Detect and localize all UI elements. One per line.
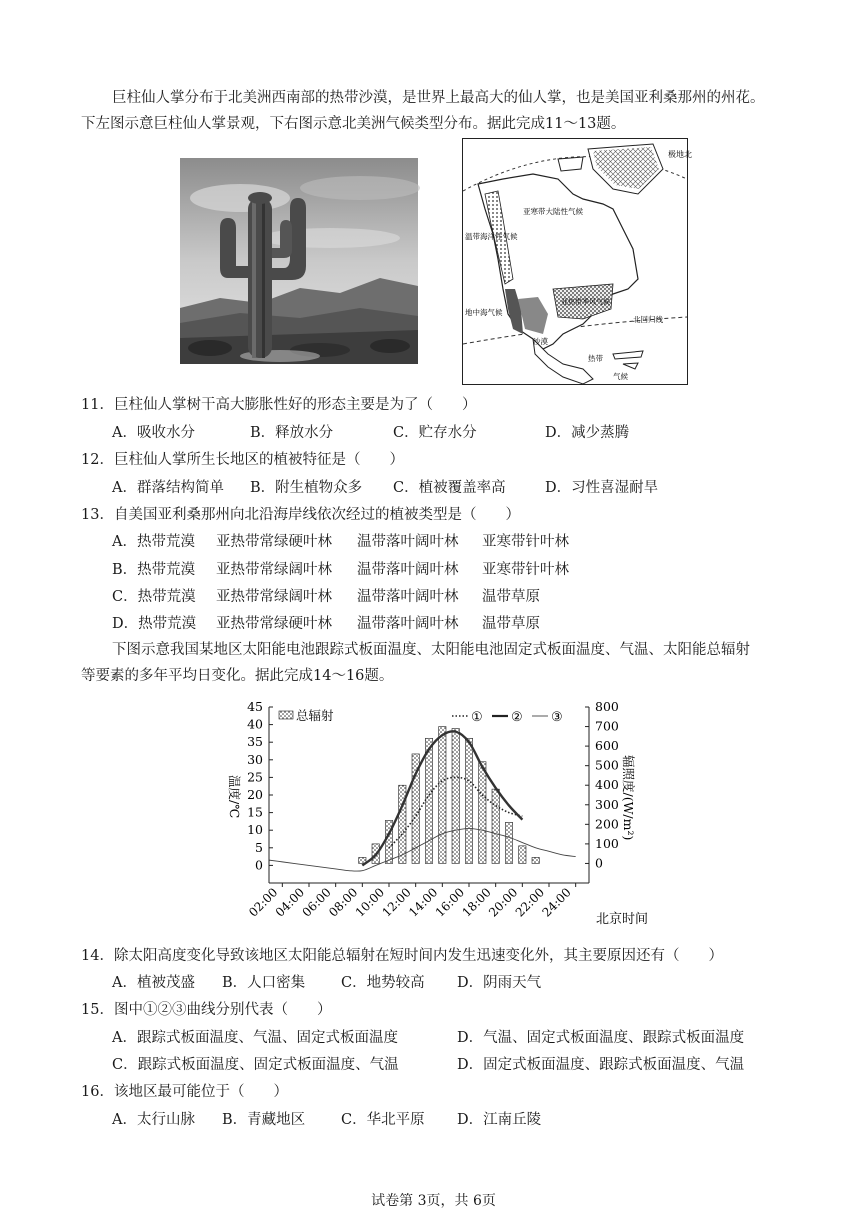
q13-option-d-3: 温带落叶阔叶林 xyxy=(357,616,459,632)
map-label-humid-subtropical: 亚热带季风气候 xyxy=(561,298,610,306)
legend-bar-label: 总辐射 xyxy=(296,708,334,723)
intro-line-1: 巨柱仙人掌分布于北美洲西南部的热带沙漠，是世界上最高大的仙人掌，也是美国亚利桑那州的州花。 xyxy=(112,90,765,106)
map-label-subarctic: 亚寒带大陆性气候 xyxy=(523,207,583,216)
q13-option-d-2: 亚热带常绿硬叶林 xyxy=(216,616,332,632)
q12-stem: 12．巨柱仙人掌所生长地区的植被特征是（ ） xyxy=(81,452,404,468)
chart-tick-label-x: 08:00 xyxy=(326,885,361,920)
q11-option-d[interactable]: D．减少蒸腾 xyxy=(545,425,630,441)
chart-tick-label-right: 400 xyxy=(595,777,619,793)
q13-option-b-4: 亚寒带针叶林 xyxy=(482,562,569,578)
chart-tick-label-x: 12:00 xyxy=(379,885,414,920)
map-label-tropical-2: 气候 xyxy=(613,372,628,381)
q11-option-b[interactable]: B．释放水分 xyxy=(250,425,334,441)
map-label-tropical-1: 热带 xyxy=(588,354,603,363)
chart-bar xyxy=(505,822,512,863)
intro-line-2: 下左图示意巨柱仙人掌景观，下右图示意北美洲气候类型分布。据此完成11～13题。 xyxy=(81,116,626,132)
climate-map xyxy=(462,138,692,385)
q16-option-a[interactable]: A．太行山脉 xyxy=(112,1112,195,1128)
cactus-photo xyxy=(180,158,418,364)
chart-xlabel: 北京时间 xyxy=(596,912,649,927)
chart-tick-label-left: 35 xyxy=(247,734,263,750)
q11-option-a[interactable]: A．吸收水分 xyxy=(112,425,195,441)
chart-tick-label-left: 5 xyxy=(255,839,263,855)
q15-option-d[interactable]: D．固定式板面温度、跟踪式板面温度、气温 xyxy=(457,1057,745,1073)
chart-series-line-3 xyxy=(269,828,576,871)
chart-tick-label-right: 0 xyxy=(595,855,603,871)
chart-bar xyxy=(465,738,472,863)
chart-tick-label-right: 200 xyxy=(595,816,619,832)
chart-bar xyxy=(519,846,526,864)
chart-ylabel-right: 辐照度/(W/m²) xyxy=(621,755,636,841)
q16-option-c[interactable]: C．华北平原 xyxy=(341,1112,425,1128)
q13-option-a-1[interactable]: A．热带荒漠 xyxy=(112,534,195,550)
chart-tick-label-left: 10 xyxy=(247,822,263,838)
q16-stem: 16．该地区最可能位于（ ） xyxy=(81,1084,288,1100)
chart-tick-label-x: 14:00 xyxy=(406,885,441,920)
chart-tick-label-x: 18:00 xyxy=(459,885,494,920)
chart-bar xyxy=(425,738,432,863)
intro2-line-1: 下图示意我国某地区太阳能电池跟踪式板面温度、太阳能电池固定式板面温度、气温、太阳能总辐射 xyxy=(112,642,750,658)
q13-option-c-3: 温带落叶阔叶林 xyxy=(357,589,459,605)
chart-tick-label-x: 20:00 xyxy=(486,885,521,920)
chart-tick-label-left: 30 xyxy=(247,751,263,767)
legend-s2-label: ② xyxy=(511,710,523,725)
legend-s1-label: ① xyxy=(471,710,483,725)
q15-option-a[interactable]: A．跟踪式板面温度、气温、固定式板面温度 xyxy=(112,1030,398,1046)
q13-option-b-2: 亚热带常绿阔叶林 xyxy=(216,562,332,578)
chart-tick-label-x: 10:00 xyxy=(352,885,388,920)
q13-option-c-1[interactable]: C．热带荒漠 xyxy=(112,589,196,605)
q15-option-c[interactable]: C．跟踪式板面温度、固定式板面温度、气温 xyxy=(112,1057,399,1073)
q12-option-a[interactable]: A．群落结构简单 xyxy=(112,480,224,496)
chart-ylabel-left: 温度/℃ xyxy=(227,775,242,819)
chart-tick-label-left: 15 xyxy=(247,804,263,820)
chart-tick-label-x: 16:00 xyxy=(432,885,468,920)
chart-bar xyxy=(439,727,446,864)
map-label-mediterranean: 地中海气候 xyxy=(465,308,503,317)
chart-tick-label-left: 45 xyxy=(247,699,263,714)
q15-option-b[interactable]: D．气温、固定式板面温度、跟踪式板面温度 xyxy=(457,1030,745,1046)
map-label-westcoast: 温带海洋性气候 xyxy=(465,232,518,241)
legend-bar-swatch xyxy=(279,711,293,719)
q13-option-b-3: 温带落叶阔叶林 xyxy=(357,562,459,578)
chart-tick-label-right: 700 xyxy=(595,718,619,734)
page-footer: 试卷第 3页，共 6页 xyxy=(371,1193,496,1209)
q14-stem: 14．除太阳高度变化导致该地区太阳能总辐射在短时间内发生迅速变化外，其主要原因还有（ ） xyxy=(81,948,723,964)
q13-option-b-1[interactable]: B．热带荒漠 xyxy=(112,562,196,578)
q15-stem: 15．图中①②③曲线分别代表（ ） xyxy=(81,1002,332,1018)
chart-bar xyxy=(479,762,486,864)
q13-option-d-4: 温带草原 xyxy=(482,616,540,632)
q13-stem: 13．自美国亚利桑那州向北沿海岸线依次经过的植被类型是（ ） xyxy=(81,507,520,523)
chart-tick-label-x: 24:00 xyxy=(539,885,574,920)
q14-option-c[interactable]: C．地势较高 xyxy=(341,975,425,991)
chart-tick-label-right: 600 xyxy=(595,738,619,754)
q13-option-c-2: 亚热带常绿阔叶林 xyxy=(216,589,332,605)
chart-tick-label-right: 300 xyxy=(595,796,619,812)
q11-option-c[interactable]: C．贮存水分 xyxy=(393,425,477,441)
chart-tick-label-x: 06:00 xyxy=(299,885,334,920)
q14-option-a[interactable]: A．植被茂盛 xyxy=(112,975,195,991)
q12-option-c[interactable]: C．植被覆盖率高 xyxy=(393,480,506,496)
q12-option-d[interactable]: D．习性喜湿耐旱 xyxy=(545,480,659,496)
q16-option-d[interactable]: D．江南丘陵 xyxy=(457,1112,542,1128)
chart-tick-label-right: 500 xyxy=(595,757,619,773)
climate-map-drawing xyxy=(463,139,692,384)
chart-bar xyxy=(532,857,539,863)
map-label-desert: 沙漠 xyxy=(533,337,548,346)
q13-option-c-4: 温带草原 xyxy=(482,589,540,605)
q13-option-a-4: 亚寒带针叶林 xyxy=(482,534,569,550)
chart-tick-label-right: 100 xyxy=(595,835,619,851)
q14-option-b[interactable]: B．人口密集 xyxy=(222,975,306,991)
q12-option-b[interactable]: B．附生植物众多 xyxy=(250,480,363,496)
chart-tick-label-x: 02:00 xyxy=(246,885,281,920)
legend-s3-label: ③ xyxy=(551,710,563,725)
map-label-polar: 极地北 xyxy=(668,150,692,159)
map-label-tropic: 北回归线 xyxy=(633,315,663,324)
q13-option-d-1[interactable]: D．热带荒漠 xyxy=(112,616,197,632)
q13-option-a-2: 亚热带常绿硬叶林 xyxy=(216,534,332,550)
chart-tick-label-x: 04:00 xyxy=(272,885,308,920)
q13-option-a-3: 温带落叶阔叶林 xyxy=(357,534,459,550)
q14-option-d[interactable]: D．阴雨天气 xyxy=(457,975,542,991)
chart-tick-label-left: 20 xyxy=(247,787,263,802)
chart-tick-label-x: 22:00 xyxy=(512,885,548,920)
chart-tick-label-left: 25 xyxy=(247,769,263,785)
chart-tick-label-left: 0 xyxy=(255,857,263,873)
chart-tick-label-left: 40 xyxy=(247,716,263,732)
chart-bar xyxy=(492,789,499,863)
radiation-temperature-chart xyxy=(224,695,654,930)
q16-option-b[interactable]: B．青藏地区 xyxy=(222,1112,306,1128)
q11-stem: 11．巨柱仙人掌树干高大膨胀性好的形态主要是为了（ ） xyxy=(81,397,477,413)
intro2-line-2: 等要素的多年平均日变化。据此完成14～16题。 xyxy=(81,668,394,684)
chart-bar xyxy=(452,729,459,864)
chart-tick-label-right: 800 xyxy=(595,699,619,714)
